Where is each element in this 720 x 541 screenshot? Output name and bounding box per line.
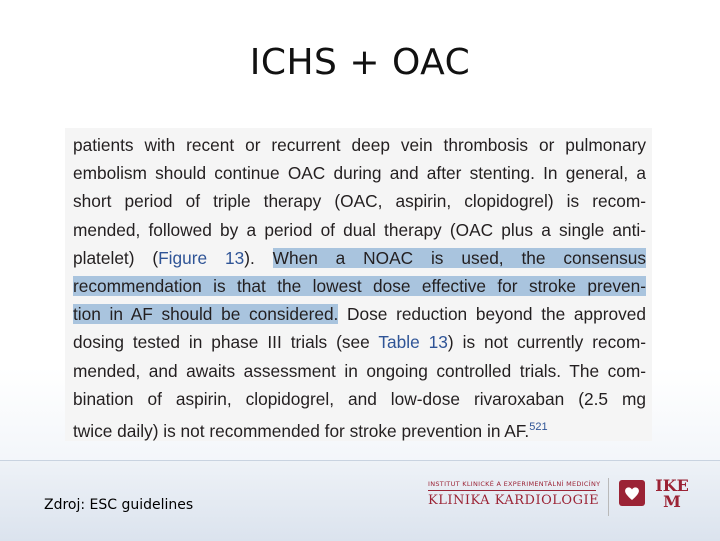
highlighted-text: tion in AF should be considered. xyxy=(73,304,339,325)
excerpt-line xyxy=(73,216,646,244)
excerpt-line xyxy=(73,385,646,413)
excerpt-line xyxy=(73,244,646,272)
institute-logo xyxy=(428,480,601,516)
excerpt-text: bination of aspirin, clopidogrel, and low-dose rivaroxaban (2.5 mg xyxy=(73,388,646,409)
excerpt-text: platelet) ( xyxy=(73,247,159,268)
citation-superscript: 521 xyxy=(529,420,548,433)
cross-reference: Table 13 xyxy=(378,332,448,353)
excerpt-text: twice daily) is not recommended for stroke prevention in AF. xyxy=(73,420,530,441)
logo-divider xyxy=(608,478,609,516)
excerpt-line xyxy=(73,131,646,159)
ikem-logo-bottom: M xyxy=(663,492,681,511)
excerpt-line xyxy=(73,300,646,328)
excerpt-line xyxy=(73,159,646,187)
excerpt-line xyxy=(73,328,646,356)
ikem-logo-top: IKE xyxy=(655,476,689,495)
heart-icon xyxy=(619,480,645,506)
excerpt-text: Dose reduction beyond the approved xyxy=(338,304,646,325)
guideline-excerpt-image xyxy=(65,128,652,441)
excerpt-text: ). xyxy=(244,247,273,268)
excerpt-text: dosing tested in phase III trials (see xyxy=(73,332,379,353)
excerpt-text: mended, followed by a period of dual therapy (OAC plus a single anti- xyxy=(73,219,646,240)
slide-title: ICHS + OAC xyxy=(249,42,471,83)
cross-reference: Figure 13 xyxy=(158,247,245,268)
excerpt-line xyxy=(73,187,646,215)
excerpt-text: embolism should continue OAC during and after stenting. In general, a xyxy=(73,163,646,184)
ikem-logo xyxy=(652,478,692,510)
source-citation: Zdroj: ESC guidelines xyxy=(44,497,194,513)
institute-logo-rule xyxy=(428,490,596,491)
institute-name: INSTITUT KLINICKÉ A EXPERIMENTÁLNÍ MEDICÍNY xyxy=(428,480,601,488)
excerpt-line xyxy=(73,357,646,385)
excerpt-text: short period of triple therapy (OAC, aspirin, clopidogrel) is recom- xyxy=(73,191,646,212)
highlighted-text: recommendation is that the lowest dose effective for stroke preven- xyxy=(73,275,646,296)
excerpt-line xyxy=(73,272,646,300)
highlighted-text: When a NOAC is used, the consensus xyxy=(272,247,647,268)
clinic-name: KLINIKA KARDIOLOGIE xyxy=(428,493,600,508)
excerpt-text: ) is not currently recom- xyxy=(447,332,647,353)
excerpt-line xyxy=(73,413,646,441)
excerpt-text: patients with recent or recurrent deep vein thrombosis or pulmonary xyxy=(73,135,646,155)
excerpt-text: mended, and awaits assessment in ongoing controlled trials. The com- xyxy=(73,360,646,381)
